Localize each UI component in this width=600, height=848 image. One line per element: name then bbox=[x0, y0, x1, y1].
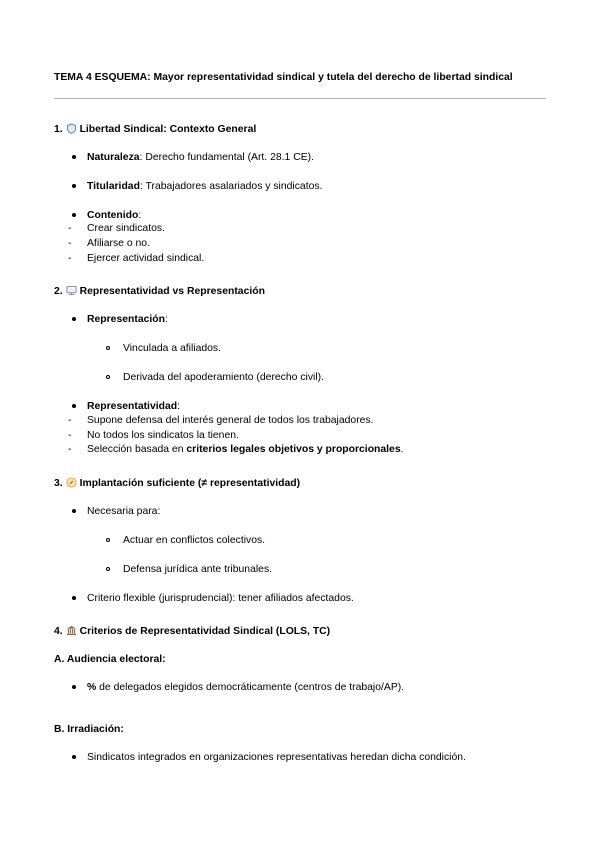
bullet-icon bbox=[72, 755, 76, 759]
shield-icon bbox=[66, 123, 77, 138]
item-text: : Derecho fundamental (Art. 28.1 CE). bbox=[139, 152, 314, 163]
nested-item: Derivada del apoderamiento (derecho civil). bbox=[123, 372, 324, 383]
sub-item: Crear sindicatos. bbox=[87, 223, 165, 234]
sub-item: No todos los sindicatos la tienen. bbox=[87, 430, 239, 441]
circle-bullet-icon bbox=[106, 375, 110, 379]
sub-item: Supone defensa del interés general de todos los trabajadores. bbox=[87, 415, 374, 426]
sub-item-period: . bbox=[400, 444, 404, 455]
item-label: % bbox=[87, 682, 97, 693]
list-item-representacion bbox=[87, 313, 168, 326]
list-item-naturaleza bbox=[87, 151, 314, 164]
horizontal-rule bbox=[54, 98, 546, 99]
list-item-contenido bbox=[87, 209, 141, 222]
item-label: Naturaleza bbox=[87, 152, 140, 163]
nested-item: Vinculada a afiliados. bbox=[123, 343, 222, 354]
section-number: 1. bbox=[54, 124, 63, 135]
nested-item: Actuar en conflictos colectivos. bbox=[123, 535, 266, 546]
section-1-heading bbox=[54, 123, 256, 138]
bank-icon bbox=[66, 625, 77, 640]
sub-item-text: Selección basada en bbox=[87, 444, 187, 455]
subsection-a-heading: A. Audiencia electoral: bbox=[54, 654, 166, 665]
section-number: 2. bbox=[54, 286, 63, 297]
item-text: de delegados elegidos democráticamente (centros de trabajo/AP). bbox=[96, 682, 405, 693]
item-label: Contenido bbox=[87, 210, 139, 221]
item-colon: : bbox=[138, 210, 142, 221]
bullet-icon bbox=[72, 213, 76, 217]
list-item-audiencia bbox=[87, 681, 404, 694]
bullet-icon bbox=[72, 184, 76, 188]
section-3-heading bbox=[54, 477, 300, 492]
section-3-title: Implantación suficiente (≠ representatividad) bbox=[79, 478, 301, 489]
item-label: Representatividad bbox=[87, 401, 178, 412]
circle-bullet-icon bbox=[106, 538, 110, 542]
sub-item: Ejercer actividad sindical. bbox=[87, 253, 205, 264]
list-item-irradiacion: Sindicatos integrados en organizaciones representativas heredan dicha condición. bbox=[87, 752, 466, 763]
dash-marker: - bbox=[68, 238, 72, 249]
bullet-icon bbox=[72, 155, 76, 159]
subsection-b-heading: B. Irradiación: bbox=[54, 724, 124, 735]
item-text: : Trabajadores asalariados y sindicatos. bbox=[139, 181, 323, 192]
dash-marker: - bbox=[68, 223, 72, 234]
compass-icon bbox=[66, 477, 77, 492]
dash-marker: - bbox=[68, 444, 72, 455]
dash-marker: - bbox=[68, 415, 72, 426]
circle-bullet-icon bbox=[106, 567, 110, 571]
sub-item bbox=[87, 443, 404, 456]
bullet-icon bbox=[72, 509, 76, 513]
sub-item-emphasis: criterios legales objetivos y proporcionales bbox=[186, 444, 401, 455]
network-icon bbox=[66, 285, 77, 300]
item-colon: : bbox=[177, 401, 180, 412]
item-colon: : bbox=[164, 314, 168, 325]
bullet-icon bbox=[72, 317, 76, 321]
section-2-heading bbox=[54, 285, 265, 300]
item-label: Titularidad bbox=[87, 181, 140, 192]
dash-marker: - bbox=[68, 253, 72, 264]
circle-bullet-icon bbox=[106, 346, 110, 350]
section-number: 4. bbox=[54, 626, 63, 637]
section-number: 3. bbox=[54, 478, 63, 489]
section-1-title: Libertad Sindical: Contexto General bbox=[79, 124, 257, 135]
section-4-title: Criterios de Representatividad Sindical (LOLS, TC) bbox=[79, 626, 331, 637]
section-4-heading bbox=[54, 625, 330, 640]
item-label: Representación bbox=[87, 314, 165, 325]
bullet-icon bbox=[72, 404, 76, 408]
nested-item: Defensa jurídica ante tribunales. bbox=[123, 564, 273, 575]
bullet-icon bbox=[72, 685, 76, 689]
list-item-representatividad bbox=[87, 400, 180, 413]
bullet-icon bbox=[72, 596, 76, 600]
section-2-title: Representatividad vs Representación bbox=[79, 286, 265, 297]
list-item-criterio: Criterio flexible (jurisprudencial): tener afiliados afectados. bbox=[87, 593, 354, 604]
list-item-titularidad bbox=[87, 180, 322, 193]
sub-item: Afiliarse o no. bbox=[87, 238, 150, 249]
dash-marker: - bbox=[68, 430, 72, 441]
list-item-necesaria: Necesaria para: bbox=[87, 506, 161, 517]
document-title: TEMA 4 ESQUEMA: Mayor representatividad sindical y tutela del derecho de libertad sindical bbox=[54, 72, 513, 83]
